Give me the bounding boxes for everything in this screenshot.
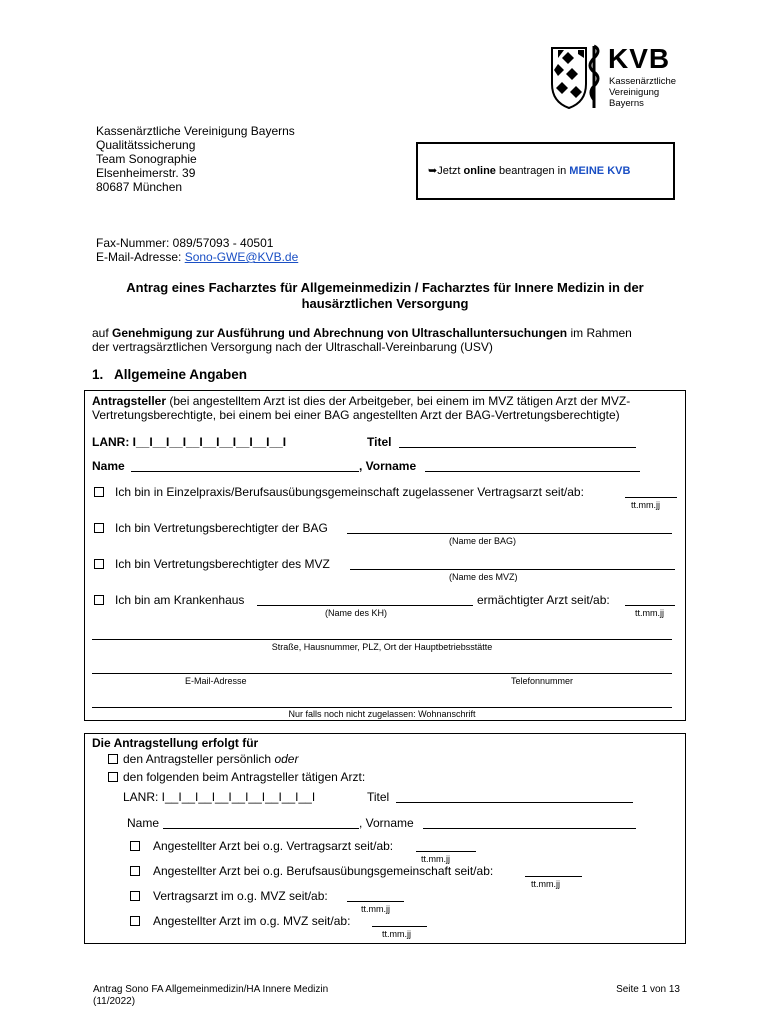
intro-bold: Genehmigung zur Ausführung und Abrechnung von Ultraschalluntersuchungen (112, 326, 568, 340)
applicant-label (92, 394, 682, 422)
persoenlich-checkbox[interactable] (108, 754, 118, 764)
mvz-checkbox[interactable] (94, 559, 104, 569)
titel-label: Titel (367, 435, 392, 449)
wohnanschrift-hint: Nur falls noch nicht zugelassen: Wohnanschrift (288, 709, 476, 719)
c2-label: Angestellter Arzt bei o.g. Berufsausübungsgemeinschaft seit/ab: (153, 864, 494, 878)
fax-number: Fax-Nummer: 089/57093 - 40501 (96, 236, 274, 250)
c4-date-field[interactable] (372, 926, 427, 927)
c4-checkbox[interactable] (130, 916, 140, 926)
krankenhaus-checkbox[interactable] (94, 595, 104, 605)
intro-text (92, 326, 692, 354)
name-label: Name (92, 459, 125, 473)
name-field[interactable] (131, 471, 359, 472)
mvz-name-hint: (Name des MVZ) (449, 572, 518, 582)
folgender-arzt-checkbox[interactable] (108, 772, 118, 782)
page-number: Seite 1 von 13 (616, 984, 680, 995)
opt4-date-field[interactable] (625, 605, 675, 606)
c4-date-hint: tt.mm.jj (382, 929, 411, 939)
vorname2-field[interactable] (423, 828, 636, 829)
opt3-label: Ich bin Vertretungsberechtigter des MVZ (115, 557, 330, 571)
address-line: Team Sonographie (96, 152, 197, 166)
persoenlich-label (123, 752, 298, 766)
opt1-date-field[interactable] (625, 497, 677, 498)
bag-name-field[interactable] (347, 533, 672, 534)
c3-label: Vertragsarzt im o.g. MVZ seit/ab: (153, 889, 328, 903)
online-prefix: Jetzt (437, 165, 464, 177)
c4-label: Angestellter Arzt im o.g. MVZ seit/ab: (153, 914, 351, 928)
opt1-label: Ich bin in Einzelpraxis/Berufsausübungsgemeinschaft zugelassener Vertragsarzt seit/ab: (115, 485, 584, 499)
titel2-field[interactable] (396, 802, 633, 803)
wohnanschrift-field[interactable] (92, 707, 672, 708)
opt1-date-hint: tt.mm.jj (631, 500, 660, 510)
strasse-hint: Straße, Hausnummer, PLZ, Ort der Hauptbetriebsstätte (271, 642, 493, 652)
einzelpraxis-checkbox[interactable] (94, 487, 104, 497)
intro-c: im Rahmen (567, 326, 632, 340)
applicant-box (84, 390, 686, 721)
bavarian-coat-of-arms-icon (550, 44, 608, 110)
intro-a: auf (92, 326, 113, 340)
applicant-label-line2: Vertretungsberechtigte, bei einem bei einer BAG angestellten Arzt der BAG-Vertretungsberechtigte) (92, 408, 620, 422)
folgender-arzt-label: den folgenden beim Antragsteller tätigen Arzt: (123, 770, 366, 784)
address-block (96, 124, 396, 194)
kvb-logo (550, 44, 680, 110)
section-heading: 1. Allgemeine Angaben (92, 367, 248, 382)
email-line (96, 250, 298, 264)
c3-date-hint: tt.mm.jj (361, 904, 390, 914)
address-line: Qualitätssicherung (96, 138, 196, 152)
footer-left (93, 984, 328, 1008)
applicant-label-rest: (bei angestelltem Arzt ist dies der Arbeitgeber, bei einem im MVZ tätigen Arzt der MVZ- (166, 394, 631, 408)
strasse-field[interactable] (92, 639, 672, 640)
form-title (80, 280, 690, 312)
c3-checkbox[interactable] (130, 891, 140, 901)
application-for-box (84, 733, 686, 944)
vorname-field[interactable] (425, 471, 640, 472)
opt2-label: Ich bin Vertretungsberechtigter der BAG (115, 521, 328, 535)
c2-checkbox[interactable] (130, 866, 140, 876)
arrow-icon: ➥ (428, 165, 438, 177)
titel-field[interactable] (399, 447, 636, 448)
mvz-name-field[interactable] (350, 569, 675, 570)
logo-line2: Vereinigung (609, 87, 660, 98)
titel2-label: Titel (367, 790, 390, 804)
email-hint: E-Mail-Adresse (185, 676, 247, 686)
name2-label: Name (127, 816, 160, 830)
logo-line1: Kassenärztliche (609, 76, 677, 87)
online-apply-text (428, 165, 630, 178)
opt4-label-b: ermächtigter Arzt seit/ab: (477, 593, 610, 607)
persoenlich-text: den Antragsteller persönlich (123, 752, 275, 766)
online-apply-box[interactable] (416, 142, 675, 200)
logo-name: KVB (608, 43, 671, 74)
lanr-field[interactable]: LANR: I__I__I__I__I__I__I__I__I__I (92, 435, 287, 449)
online-bold: online (463, 165, 496, 177)
c1-date-hint: tt.mm.jj (421, 854, 450, 864)
vorname-label: , Vorname (359, 459, 417, 473)
bag-checkbox[interactable] (94, 523, 104, 533)
online-mid: beantragen in (495, 165, 570, 177)
applicant-label-bold: Antragsteller (92, 394, 167, 408)
footer-doc-name: Antrag Sono FA Allgemeinmedizin/HA Innere Medizin (93, 984, 329, 995)
lanr2-field[interactable]: LANR: I__I__I__I__I__I__I__I__I__I (123, 790, 316, 804)
c1-label: Angestellter Arzt bei o.g. Vertragsarzt seit/ab: (153, 839, 394, 853)
address-line: 80687 München (96, 180, 183, 194)
vorname2-label: , Vorname (359, 816, 414, 830)
kh-name-field[interactable] (257, 605, 473, 606)
meine-kvb-link[interactable]: MEINE KVB (569, 165, 631, 177)
c1-checkbox[interactable] (130, 841, 140, 851)
opt4-date-hint: tt.mm.jj (635, 608, 664, 618)
address-line: Elsenheimerstr. 39 (96, 166, 196, 180)
footer-doc-version: (11/2022) (93, 996, 136, 1007)
opt4-label: Ich bin am Krankenhaus (115, 593, 245, 607)
telefon-hint: Telefonnummer (511, 676, 574, 686)
kh-name-hint: (Name des KH) (325, 608, 388, 618)
email-link[interactable]: Sono-GWE@KVB.de (184, 250, 299, 264)
form-title-line1: Antrag eines Facharztes für Allgemeinmedizin / Facharztes für Innere Medizin in der (126, 280, 644, 295)
email-label: E-Mail-Adresse: (96, 250, 185, 264)
logo-line3: Bayerns (609, 98, 644, 109)
c2-date-hint: tt.mm.jj (531, 879, 560, 889)
email-field[interactable] (92, 673, 672, 674)
c3-date-field[interactable] (347, 901, 404, 902)
oder-text: oder (274, 752, 299, 766)
intro-line2: der vertragsärztlichen Versorgung nach der Ultraschall-Vereinbarung (USV) (92, 340, 493, 354)
application-for-heading: Die Antragstellung erfolgt für (92, 736, 259, 750)
form-title-line2: hausärztlichen Versorgung (301, 296, 469, 311)
address-line: Kassenärztliche Vereinigung Bayerns (96, 124, 295, 138)
name2-field[interactable] (163, 828, 359, 829)
c1-date-field[interactable] (416, 851, 476, 852)
bag-name-hint: (Name der BAG) (449, 536, 517, 546)
c2-date-field[interactable] (525, 876, 582, 877)
